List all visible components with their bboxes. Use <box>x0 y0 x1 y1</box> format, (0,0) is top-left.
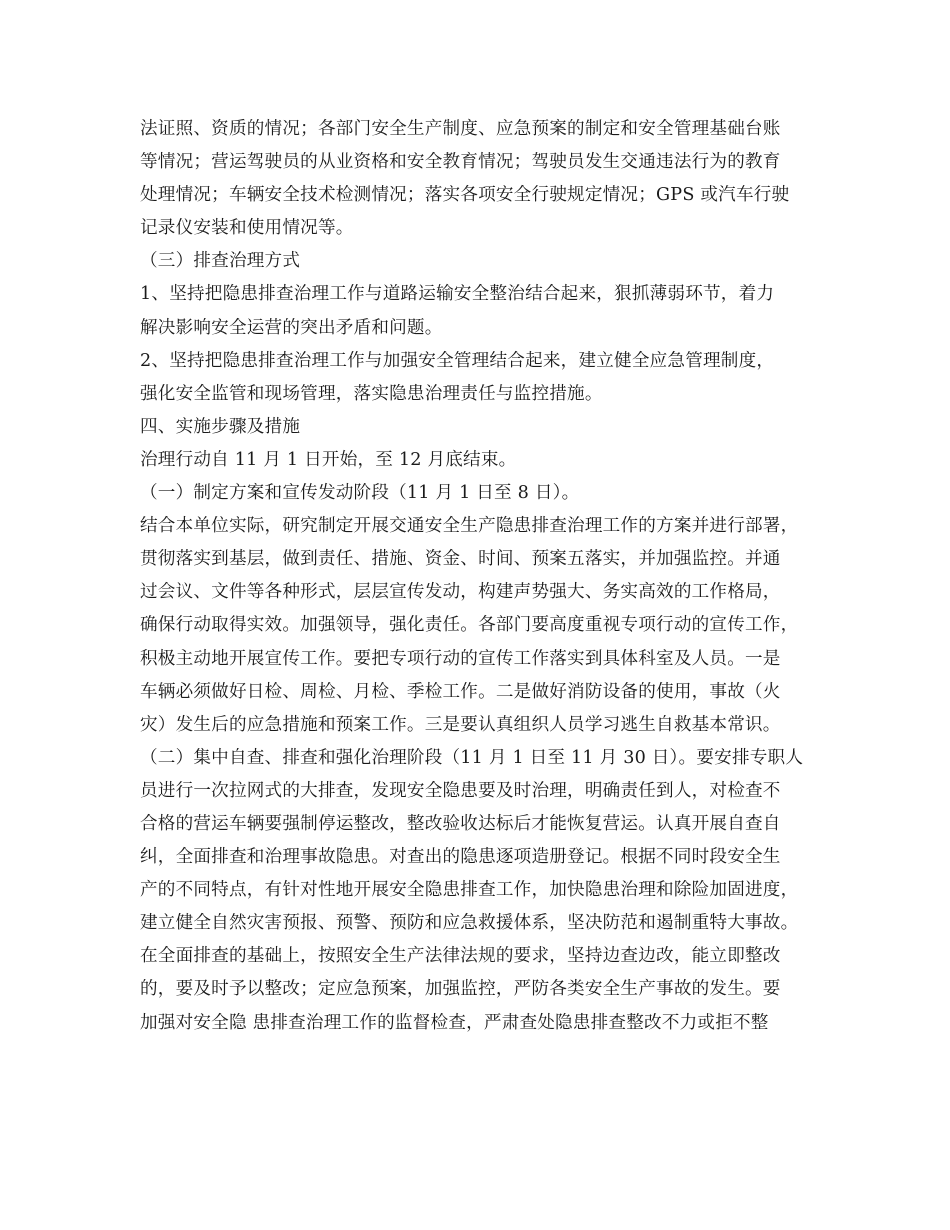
text-line: 纠，全面排查和治理事故隐患。对查出的隐患逐项造册登记。根据不同时段安全生 <box>140 847 781 868</box>
text-line: 合格的营运车辆要强制停运整改，整改验收达标后才能恢复营运。认真开展自查自 <box>140 813 781 834</box>
text-line: 积极主动地开展宣传工作。要把专项行动的宣传工作落实到具体科室及人员。一是 <box>140 648 781 669</box>
text-line: 等情况；营运驾驶员的从业资格和安全教育情况；驾驶员发生交通违法行为的教育 <box>140 152 781 173</box>
section-heading: （一）制定方案和宣传发动阶段（11 月 1 日至 8 日）。 <box>140 483 580 504</box>
text-line: 员进行一次拉网式的大排查，发现安全隐患要及时治理，明确责任到人，对检查不 <box>140 780 781 801</box>
text-line: 1、坚持把隐患排查治理工作与道路运输安全整治结合起来，狠抓薄弱环节，着力 <box>140 284 775 305</box>
text-line: 的，要及时予以整改；定应急预案，加强监控，严防各类安全生产事故的发生。要 <box>140 979 781 1000</box>
text-line: 贯彻落实到基层，做到责任、措施、资金、时间、预案五落实，并加强监控。并通 <box>140 549 781 570</box>
document-body <box>140 113 820 1040</box>
text-line: 灾）发生后的应急措施和预案工作。三是要认真组织人员学习逃生自救基本常识。 <box>140 714 781 735</box>
text-line: 结合本单位实际，研究制定开展交通安全生产隐患排查治理工作的方案并进行部署， <box>140 516 799 537</box>
text-line: 车辆必须做好日检、周检、月检、季检工作。二是做好消防设备的使用，事故（火 <box>140 681 781 702</box>
text-line: 确保行动取得实效。加强领导，强化责任。各部门要高度重视专项行动的宣传工作， <box>140 615 799 636</box>
text-line: 法证照、资质的情况；各部门安全生产制度、应急预案的制定和安全管理基础台账 <box>140 119 781 139</box>
text-line: 治理行动自 11 月 1 日开始，至 12 月底结束。 <box>140 449 517 470</box>
text-line: 过会议、文件等各种形式，层层宣传发动，构建声势强大、务实高效的工作格局， <box>140 582 781 603</box>
section-heading: （二）集中自查、排查和强化治理阶段（11 月 1 日至 11 月 30 日）。要安排专职人 <box>140 747 804 768</box>
text-line: 记录仪安装和使用情况等。 <box>140 218 354 239</box>
section-heading: 四、实施步骤及措施 <box>140 416 301 437</box>
text-line: 解决影响安全运营的突出矛盾和问题。 <box>140 317 443 338</box>
text-line: 建立健全自然灾害预报、预警、预防和应急救援体系，坚决防范和遏制重特大事故。 <box>140 913 799 934</box>
text-line: 2、坚持把隐患排查治理工作与加强安全管理结合起来，建立健全应急管理制度， <box>140 350 775 371</box>
text-line: 在全面排查的基础上，按照安全生产法律法规的要求，坚持边查边改，能立即整改 <box>140 946 781 967</box>
text-line: 强化安全监管和现场管理，落实隐患治理责任与监控措施。 <box>140 383 603 404</box>
section-heading: （三）排查治理方式 <box>140 251 301 272</box>
text-line: 加强对安全隐 患排查治理工作的监督检查，严肃查处隐患排查整改不力或拒不整 <box>140 1012 769 1033</box>
text-line: 产的不同特点，有针对性地开展安全隐患排查工作，加快隐患治理和除险加固进度， <box>140 880 799 901</box>
text-line: 处理情况；车辆安全技术检测情况；落实各项安全行驶规定情况；GPS 或汽车行驶 <box>140 185 790 206</box>
